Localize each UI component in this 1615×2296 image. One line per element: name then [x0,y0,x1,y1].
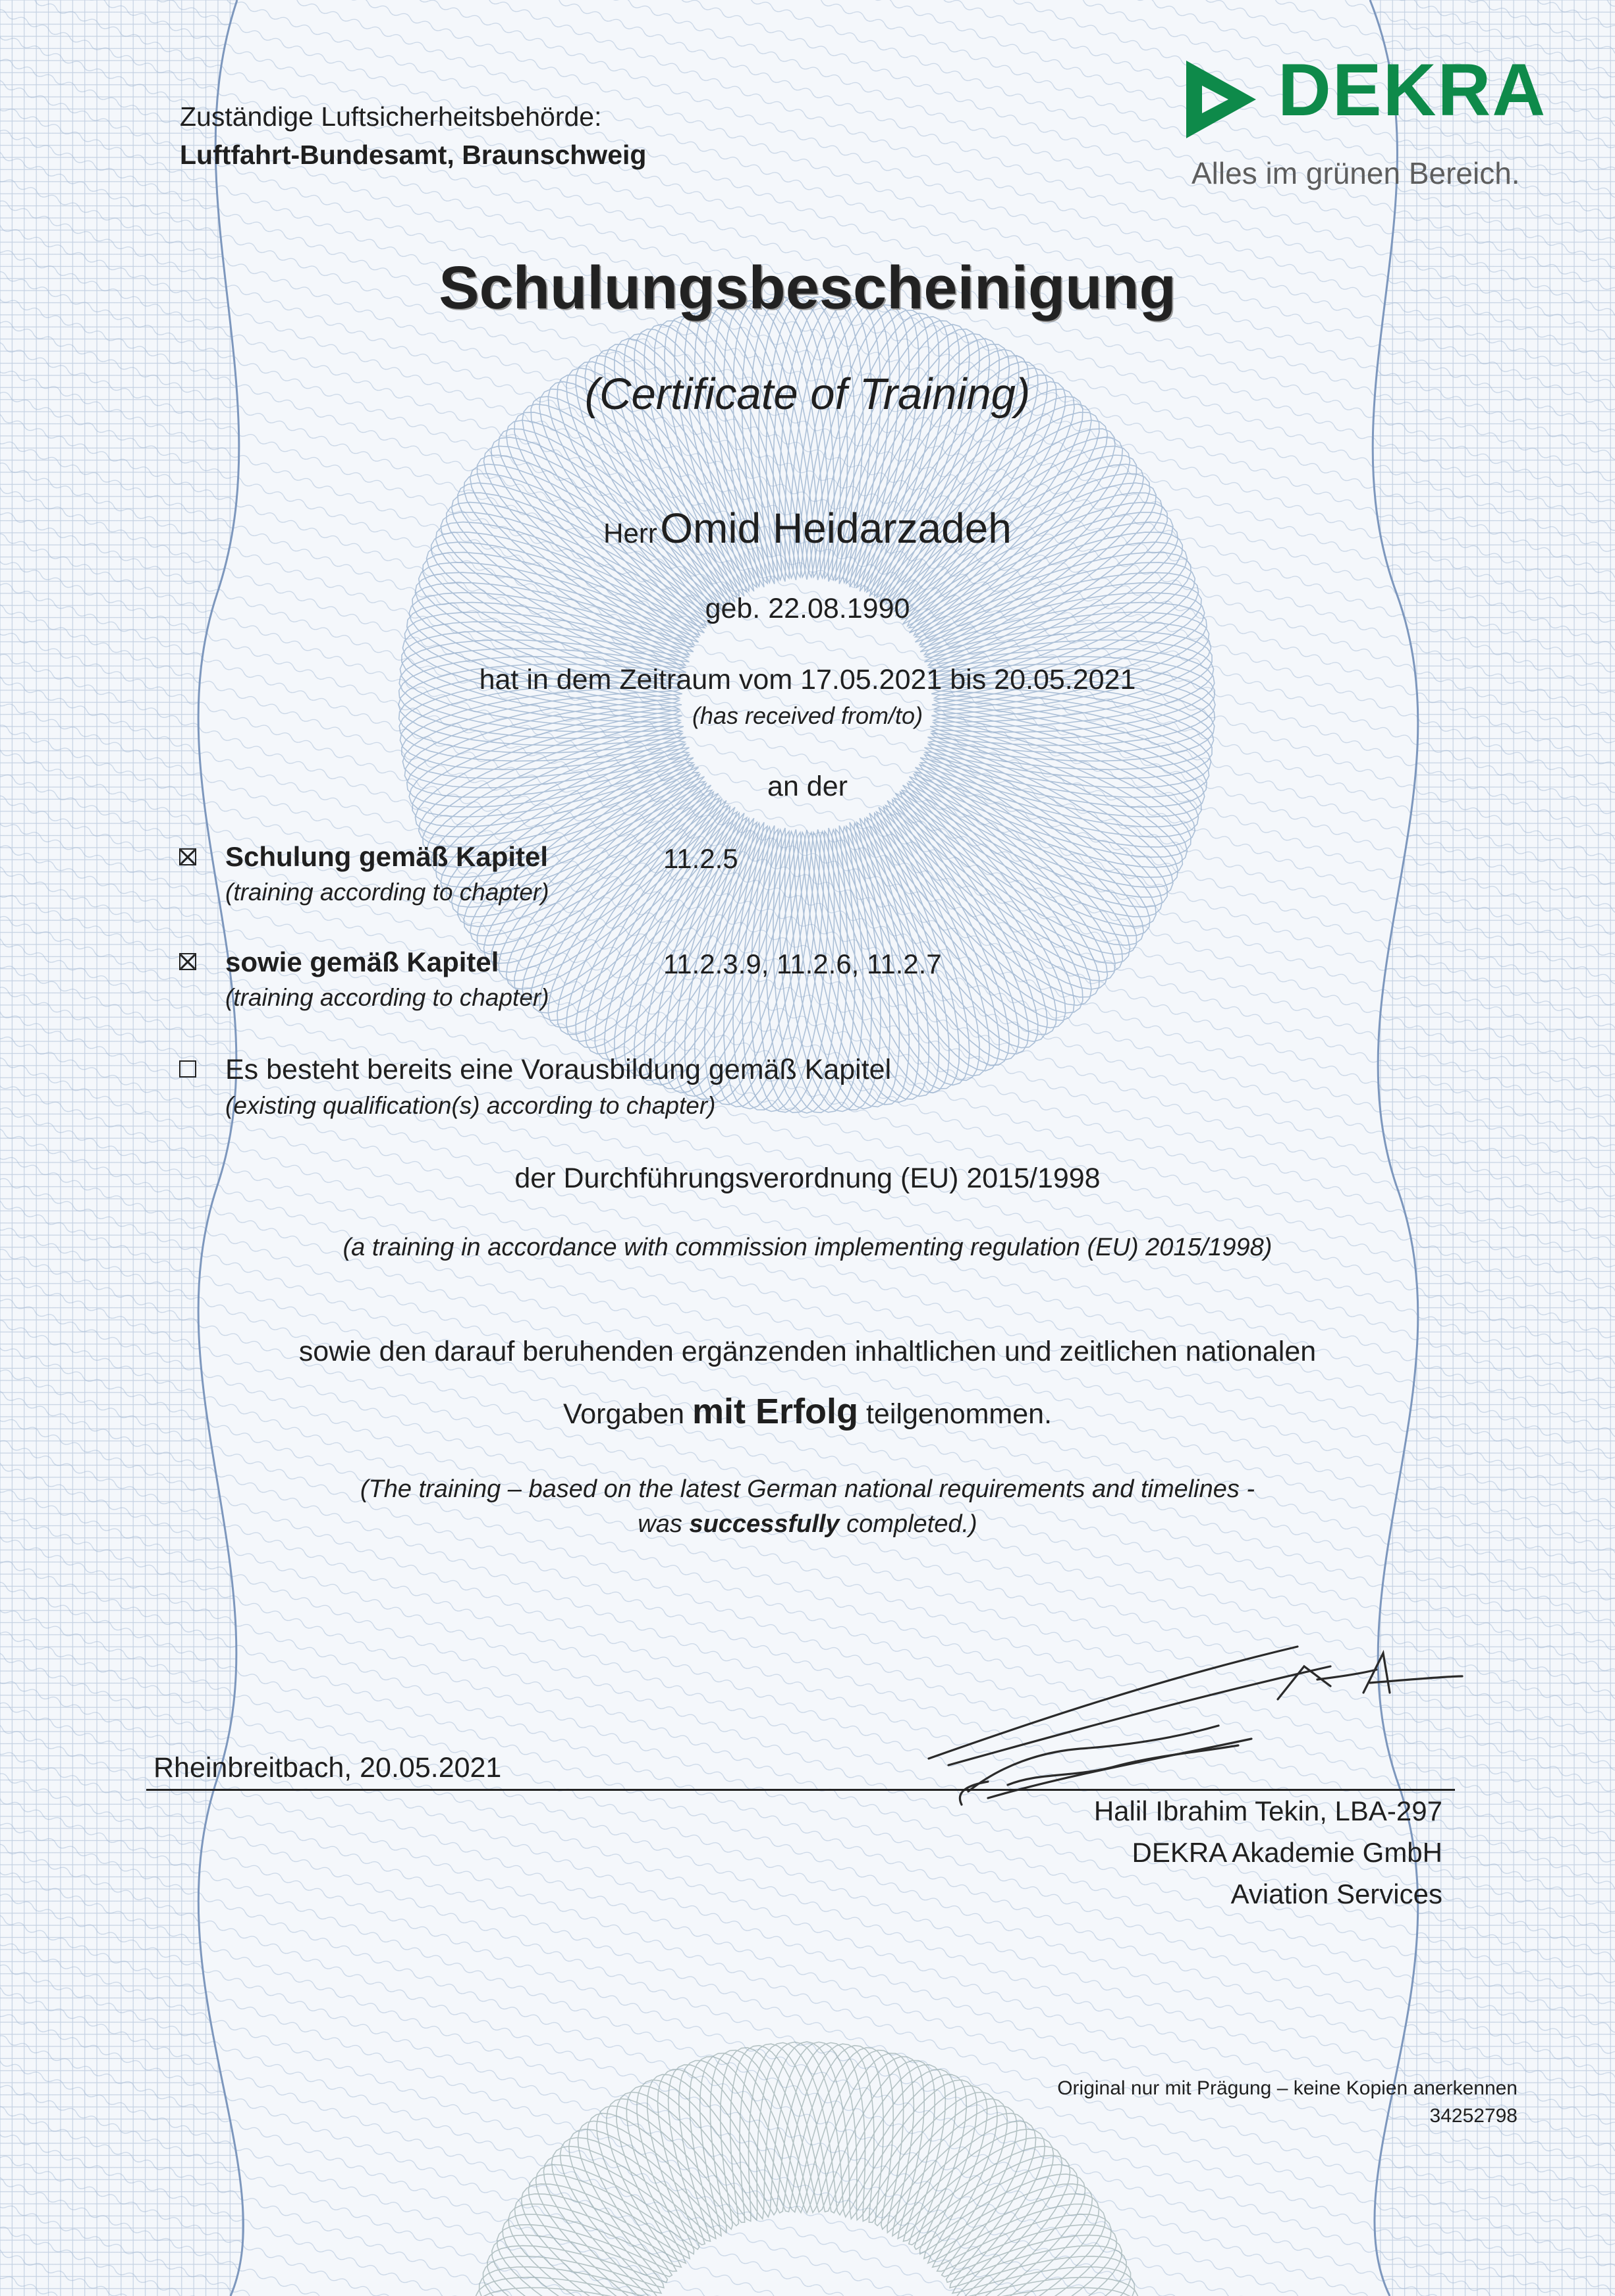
footer [856,2075,1518,2130]
certificate-title: Schulungsbescheinigung [439,254,1176,321]
signatory-name: Halil Ibrahim Tekin, LBA-297 [1093,1795,1442,1826]
result-line-2 [0,1391,1615,1432]
authority-name: Luftfahrt-Bundesamt, Braunschweig [180,140,647,170]
signatory-company: DEKRA Akademie GmbH [1132,1837,1442,1868]
result-translation-2 [0,1510,1615,1539]
regulation-text: der Durchführungsverordnung (EU) 2015/1998 [514,1162,1101,1194]
training-item-1-label: Schulung gemäß Kapitel [225,841,549,872]
training-item-2-chapters: 11.2.3.9, 11.2.6, 11.2.7 [663,948,942,979]
dekra-brand: DEKRA [1278,49,1547,131]
training-item-2-label: sowie gemäß Kapitel [225,946,499,977]
result-vorgaben: Vorgaben [562,1398,685,1430]
training-item-2-translation: (training according to chapter) [225,984,549,1011]
place-date: Rheinbreitbach, 20.05.2021 [153,1752,502,1784]
training-item-1-translation: (training according to chapter) [225,879,549,906]
result-translation-completed: completed.) [846,1510,977,1538]
training-item-3-label: Es besteht bereits eine Vorausbildung gemäß Kapitel [225,1054,892,1085]
dekra-slogan: Alles im grünen Bereich. [1191,156,1520,190]
recipient-name: Omid Heidarzadeh [660,505,1012,552]
result-success: mit Erfolg [692,1392,859,1431]
recipient [0,504,1615,553]
training-period-translation: (has received from/to) [692,702,923,729]
certificate-subtitle: (Certificate of Training) [584,369,1031,419]
signatory-block [856,1790,1442,1915]
dekra-arrow-icon [1182,57,1261,142]
result-teilgenommen: teilgenommen. [865,1398,1053,1430]
training-item-3-translation: (existing qualification(s) according to chapter) [225,1092,716,1119]
result-translation-1: (The training – based on the latest German national requirements and timelines - [360,1475,1255,1503]
footer-notice: Original nur mit Prägung – keine Kopien anerkennen [1057,2077,1518,2099]
training-checkbox-2[interactable] [179,953,196,970]
authority-label: Zuständige Luftsicherheitsbehörde: [180,101,602,132]
an-der-text: an der [767,771,848,802]
result-translation-was: was [638,1510,682,1538]
certificate-number: 34252798 [1429,2105,1518,2127]
training-item-1-chapters: 11.2.5 [663,843,738,874]
result-line-1: sowie den darauf beruhenden ergänzenden inhaltlichen und zeitlichen nationalen [298,1336,1317,1367]
result-translation-successfully: successfully [689,1510,840,1538]
dekra-logo [1182,49,1547,196]
training-checkbox-1[interactable] [179,848,196,865]
training-period: hat in dem Zeitraum vom 17.05.2021 bis 20.05.2021 [479,664,1136,696]
regulation-translation: (a training in accordance with commission implementing regulation (EU) 2015/1998) [342,1234,1273,1261]
recipient-salutation: Herr [603,518,657,549]
signatory-department: Aviation Services [1230,1878,1442,1909]
recipient-birthdate: geb. 22.08.1990 [705,593,910,624]
training-checkbox-3[interactable] [179,1060,196,1078]
